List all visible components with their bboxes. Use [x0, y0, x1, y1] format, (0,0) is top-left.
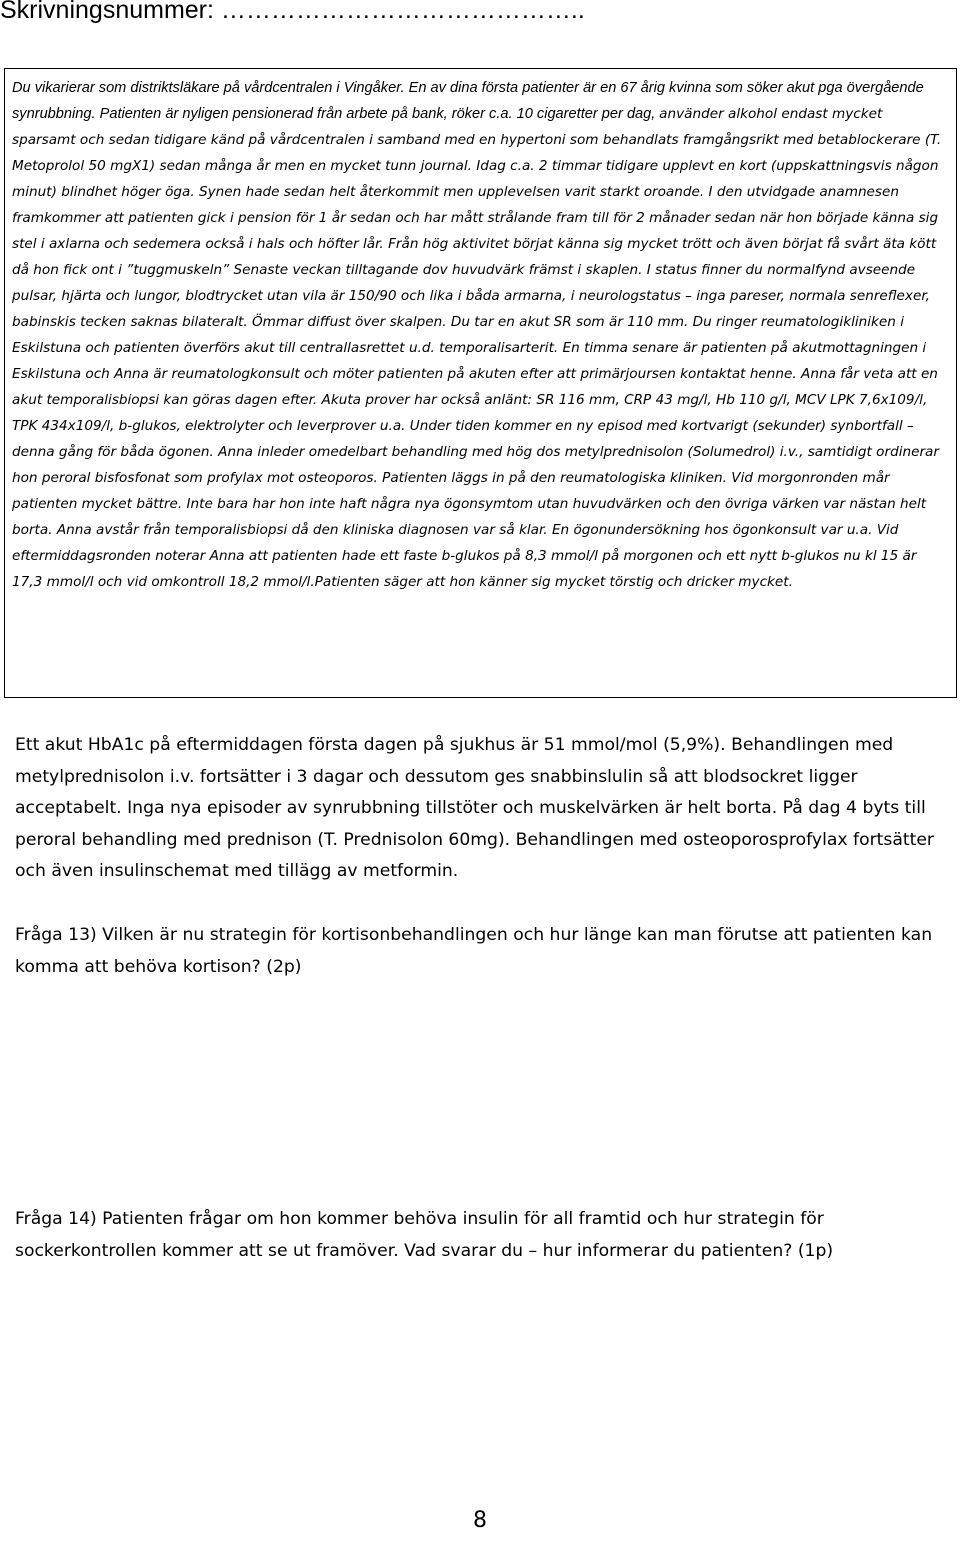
page-number: 8	[473, 1508, 487, 1533]
case-description-text	[12, 75, 949, 595]
case-text-main: använder alkohol endast mycket sparsamt och sedan tidigare känd på vårdcentralen i samband med en hypertoni som behandlats framgångsrikt med betablockerare (T. Metoprolol 50 mgX1) sedan många år men en mycket tunn journal. Idag c.a. 2 timmar tidigare upplevt en kort (uppskattningsvis någon minut) blindhet höger öga. Synen hade sedan helt återkommit men upplevelsen varit starkt oroande. I den utvidgade anamnesen framkommer att patienten gick i pension för 1 år sedan och har mått strålande fram till för 2 månader sedan när hon började känna sig stel i axlarna och sedemera också i hals och höfter lår. Från hög aktivitet börjat känna sig mycket trött och även börjat få svårt äta kött då hon fick ont i ”tuggmuskeln” Senaste veckan tilltagande dov huvudvärk främst i skaplen. I status finner du normalfynd avseende pulsar, hjärta och lungor, blodtrycket utan vila är 150/90 och lika i båda armarna, i neurologstatus – inga pareser, normala senreflexer, babinskis tecken saknas bilateralt. Ömmar diffust över skalpen. Du tar en akut SR som är 110 mm. Du ringer reumatologikliniken i Eskilstuna och patienten överförs akut till centrallasrettet u.d. temporalisarterit. En timma senare är patienten på akutmottagningen i Eskilstuna och Anna är reumatologkonsult och möter patienten på akuten efter att primärjoursen kontaktat henne. Anna får veta att en akut temporalisbiopsi kan göras dagen efter. Akuta prover har också anlänt: SR 116 mm, CRP 43 mg/l, Hb 110 g/l, MCV LPK 7,6x109/l, TPK 434x109/l, b-glukos, elektrolyter och leverprover u.a. Under tiden kommer en ny episod med kortvarigt (sekunder) synbortfall – denna gång för båda ögonen. Anna inleder omedelbart behandling med hög dos metylprednisolon (Solumedrol) i.v., samtidigt ordinerar hon peroral bisfosfonat som profylax mot osteoporos. Patienten läggs in på den reumatologiska kliniken. Vid morgonronden mår patienten mycket bättre. Inte bara har hon inte haft några nya ögonsymtom utan huvudvärken och den övriga värken var nästan helt borta. Anna avstår från temporalisbiopsi då den kliniska diagnosen var så klar. En ögonundersökning hos ögonkonsult var u.a. Vid eftermiddagsronden noterar Anna att patienten hade ett faste b-glukos på 8,3 mmol/l på morgonen och ett nytt b-glukos nu kl 15 är 17,3 mmol/l och vid omkontroll 18,2 mmol/l.Patienten säger att hon känner sig mycket törstig och dricker mycket.	[12, 106, 942, 590]
question-13: Fråga 13) Vilken är nu strategin för kortisonbehandlingen och hur länge kan man förutse att patienten kan komma att behöva kortison? (2p)	[15, 925, 933, 977]
case-text-intro: Du vikarierar som distriktsläkare på vårdcentralen i Vingåker. En av dina första patienter är en 67 årig kvinna som söker akut pga övergående synrubbning. Patienten är nyligen pensionerad från arbete på bank, röker c.a. 10 cigaretter per dag,	[12, 80, 924, 122]
case-description-box	[4, 68, 957, 698]
exam-number-label: Skrivningsnummer:	[0, 0, 214, 24]
exam-number-header	[0, 0, 585, 25]
hba1c-paragraph: Ett akut HbA1c på eftermiddagen första dagen på sjukhus är 51 mmol/mol (5,9%). Behandlingen med metylprednisolon i.v. fortsätter i 3 dagar och dessutom ges snabbinslulin så att blodsockret ligger acceptabelt. Inga nya episoder av synrubbning tillstöter och muskelvärken är helt borta. På dag 4 byts till peroral behandling med prednison (T. Prednisolon 60mg). Behandlingen med osteoporosprofylax fortsätter och även insulinschemat med tillägg av metformin.	[15, 735, 934, 881]
exam-number-dots: ……………………………………..	[213, 0, 585, 24]
question-14: Fråga 14) Patienten frågar om hon kommer behöva insulin för all framtid och hur strategin för sockerkontrollen kommer att se ut framöver. Vad svarar du – hur informerar du patienten? (1p)	[15, 1209, 834, 1261]
